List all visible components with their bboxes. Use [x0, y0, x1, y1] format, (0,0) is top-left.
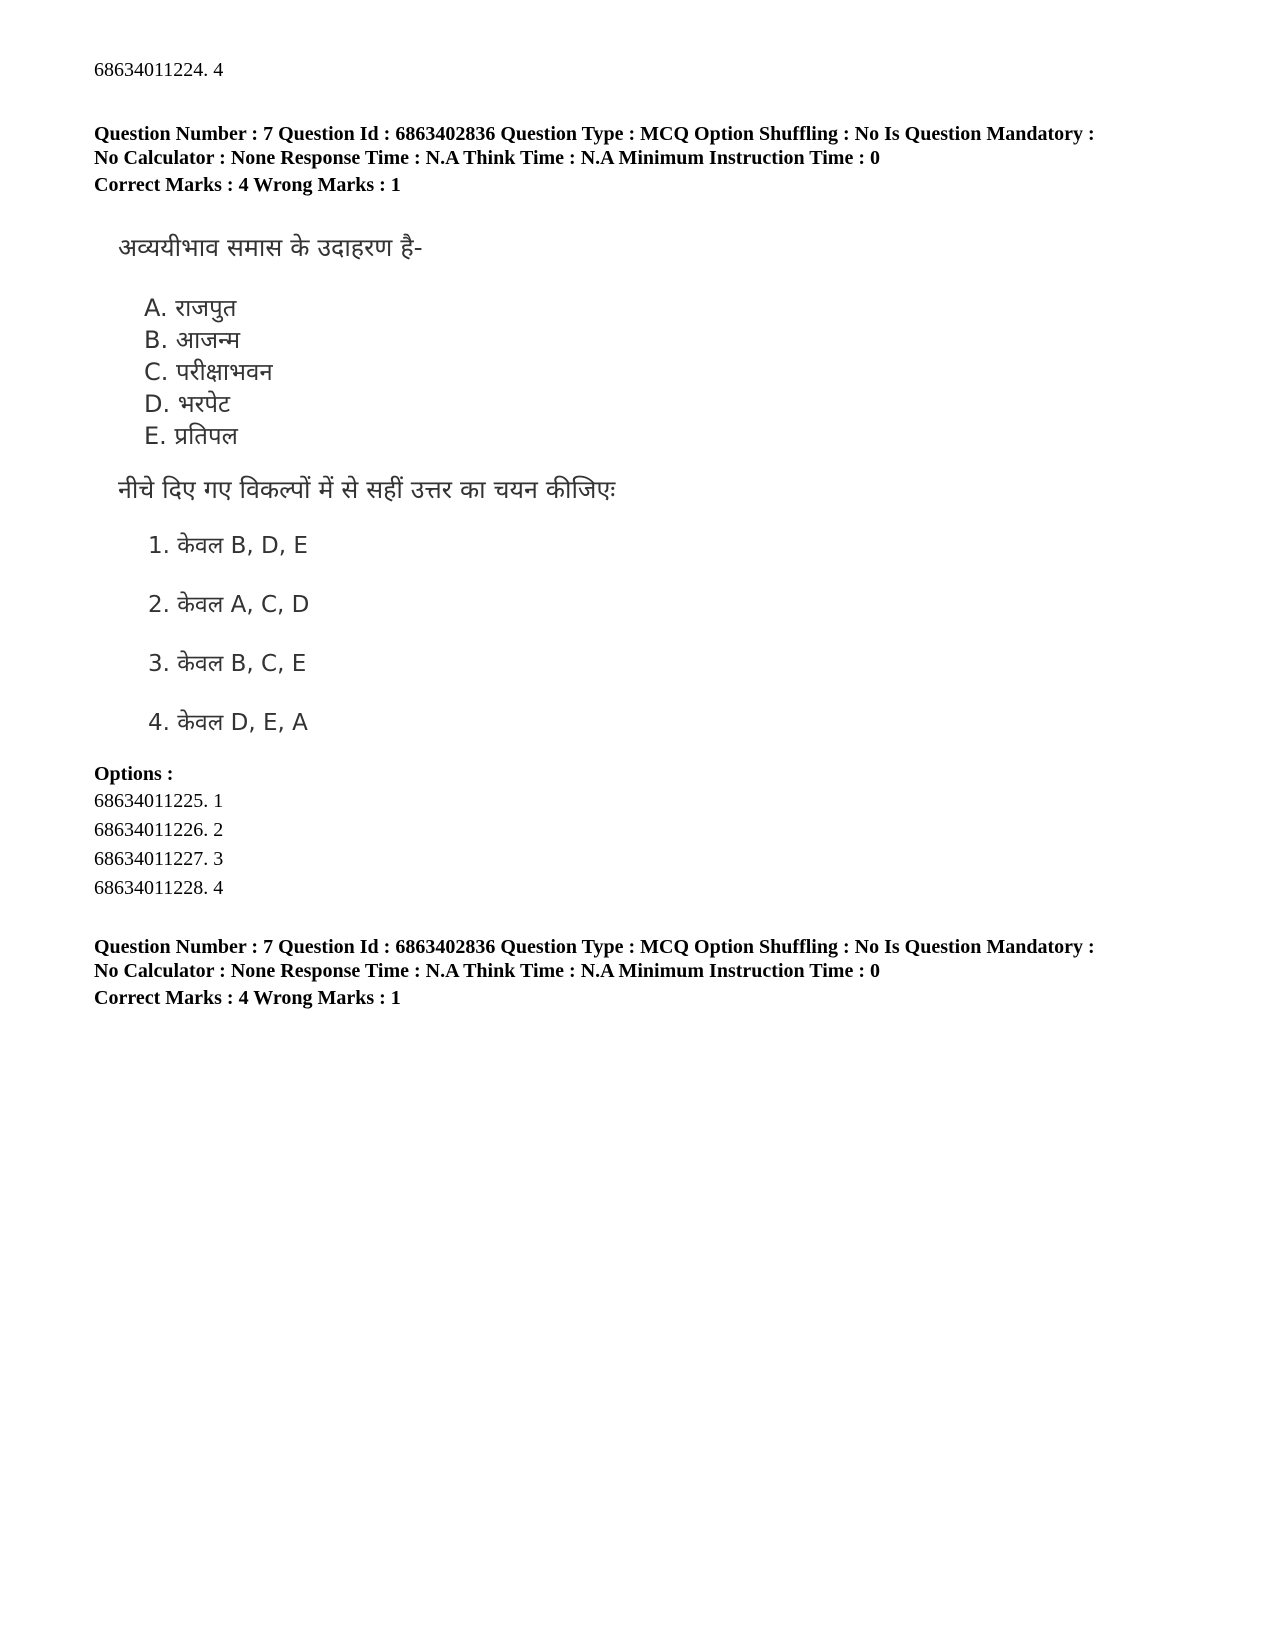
question-item-e: E. प्रतिपल	[144, 422, 238, 450]
question-item-d: D. भरपेट	[144, 390, 231, 418]
next-question-meta-line-2: No Calculator : None Response Time : N.A Think Time : N.A Minimum Instruction Time : 0	[94, 960, 880, 982]
question-items	[144, 292, 273, 452]
option-item: 68634011227. 3	[94, 848, 224, 870]
question-choices	[148, 530, 309, 766]
option-item: 68634011226. 2	[94, 819, 224, 841]
previous-option-line: 68634011224. 4	[94, 59, 224, 81]
option-item: 68634011225. 1	[94, 790, 224, 812]
question-choice-2: 2. केवल A, C, D	[148, 592, 310, 618]
options-block	[94, 787, 1214, 903]
options-label: Options :	[94, 763, 174, 785]
question-stem: अव्ययीभाव समास के उदाहरण है-	[118, 233, 423, 262]
question-marks: Correct Marks : 4 Wrong Marks : 1	[94, 174, 401, 196]
question-image	[118, 232, 638, 752]
option-item: 68634011228. 4	[94, 877, 224, 899]
options-list	[94, 787, 1214, 903]
next-question-meta-line-1: Question Number : 7 Question Id : 6863402836 Question Type : MCQ Option Shuffling : No Is Question Mandatory :	[94, 936, 1095, 958]
question-item-a: A. राजपुत	[144, 294, 237, 322]
question-instruction: नीचे दिए गए विकल्पों में से सहीं उत्तर का चयन कीजिएः	[118, 475, 616, 504]
question-meta	[94, 122, 1214, 170]
question-item-c: C. परीक्षाभवन	[144, 358, 273, 386]
question-item-b: B. आजन्म	[144, 326, 241, 354]
question-meta-line-1: Question Number : 7 Question Id : 6863402836 Question Type : MCQ Option Shuffling : No Is Question Mandatory :	[94, 123, 1095, 145]
question-choice-4: 4. केवल D, E, A	[148, 710, 308, 736]
next-question-meta	[94, 935, 1214, 983]
question-choice-3: 3. केवल B, C, E	[148, 651, 307, 677]
next-question-marks: Correct Marks : 4 Wrong Marks : 1	[94, 987, 401, 1009]
question-meta-line-2: No Calculator : None Response Time : N.A Think Time : N.A Minimum Instruction Time : 0	[94, 147, 880, 169]
question-choice-1: 1. केवल B, D, E	[148, 533, 308, 559]
